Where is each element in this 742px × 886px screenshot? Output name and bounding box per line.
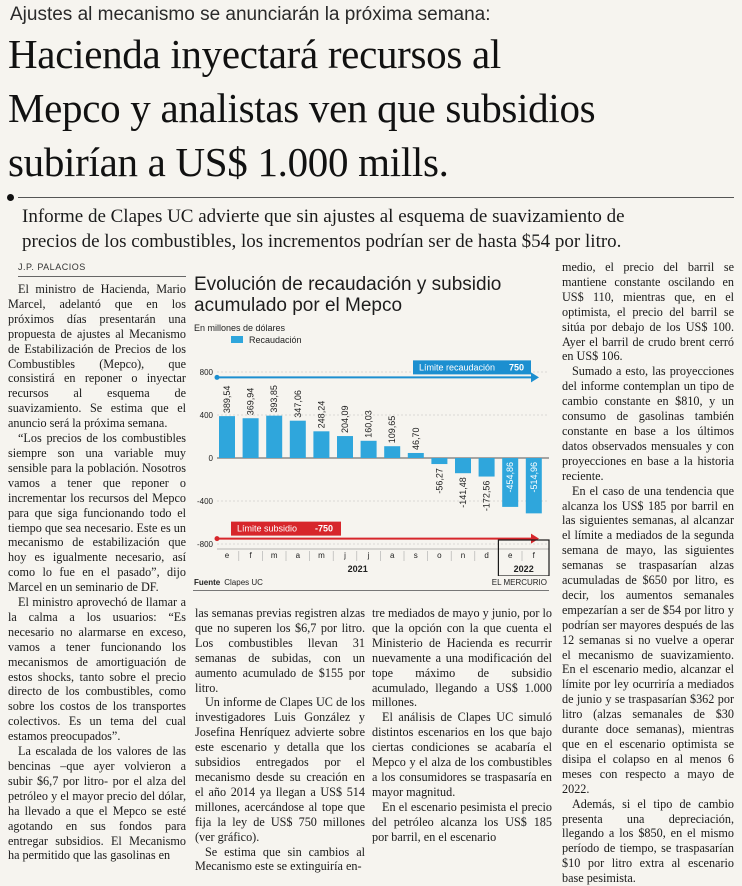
bar xyxy=(219,416,235,458)
bar xyxy=(243,418,259,458)
x-tick-label: f xyxy=(249,551,252,560)
bar-value-label: -514,96 xyxy=(528,462,539,493)
paragraph: Además, si el tipo de cambio presenta una depreciación, llegando a los $850, en el mismo período de tiempo, se traspasarían $10 por litro extra al escenario base pesimista. xyxy=(562,796,734,886)
divider xyxy=(193,590,549,591)
paragraph: Sumado a esto, las proyecciones del informe contemplan un tipo de cambio constante en $810, y un consumo de gasolinas también constante en base a los últimos datos observados mensuales y con proyecciones en base a la historia reciente. xyxy=(562,364,734,483)
paragraph: La escalada de los valores de las bencinas –que ayer volvieron a subir $6,7 por litro- por el alza del petróleo y el mayor precio del dólar, ha llevado a que el Mepco se esté agotando en sus fondos para entregar subsidios. El Mecanismo ha permitido que las gasolinas en xyxy=(8,744,186,863)
y-tick-label: -400 xyxy=(196,497,213,506)
limit-recaudacion-value: 750 xyxy=(509,362,525,373)
bar-value-label: 347,06 xyxy=(292,390,303,418)
bar-value-label: -172,56 xyxy=(481,480,492,512)
bullet-dot xyxy=(7,194,14,201)
bar xyxy=(313,431,329,458)
paragraph: Un informe de Clapes UC de los investigadores Luis González y Josefina Henríquez advierte sobre este escenario y detalla que los subsidios entregados por el mecanismo desde su creación en el año 2014 ya llegan a US$ 514 millones, acercándose al tope que fija la ley de US$ 750 millones (ver gráfico). xyxy=(195,695,365,844)
chart-title-line: Evolución de recaudación y subsidio xyxy=(194,274,502,295)
article-column-2 xyxy=(195,606,365,874)
paragraph: El análisis de Clapes UC simuló distintos escenarios en los que bajo ciertas condiciones se acabaría el Mepco y el alza de los combustibles a los consumidores se traspasaría en mayor magnitud. xyxy=(372,710,552,799)
article-column-3 xyxy=(372,606,552,845)
chart-source xyxy=(194,578,263,587)
deck-line: Informe de Clapes UC advierte que sin ajustes al esquema de suavizamiento de xyxy=(22,206,625,227)
x-tick-label: a xyxy=(295,551,301,560)
bar xyxy=(384,446,400,458)
limit-recaudacion-label: Límite recaudación xyxy=(419,362,496,373)
chart-plot xyxy=(193,336,553,576)
limit-recaudacion-dot xyxy=(215,375,220,380)
paragraph: En el caso de una tendencia que alcanza los US$ 185 por barril en las siguientes semanas, al alcanzar el límite a mediados de la segunda semana de mayo, las siguientes semanas se traspasarían alzas acumuladas de $650 por litro, es decir, los aumentos semanales empezarían a ser de $54 por litro y podrían ser mayores después de las 12 semanas si no vuelve a operar el mecanismo de suavizamiento. En el escenario medio, alcanzar el límite por ley ocurriría a mediados de junio y se traspasarían $362 por litro (alzas semanales de $30 durante doce semanas), mientras que en el escenario optimista se disipa el colapso en al menos 6 meses con respecto a mayo de 2022. xyxy=(562,483,734,796)
source-name: Clapes UC xyxy=(224,578,263,587)
headline-line: Hacienda inyectará recursos al xyxy=(8,31,501,77)
chart-title-line: acumulado por el Mepco xyxy=(194,295,403,316)
bar xyxy=(431,458,447,464)
legend-label: Recaudación xyxy=(249,336,302,345)
deck-line: precios de los combustibles, los incrementos podrían ser de hasta $54 por litro. xyxy=(22,231,622,252)
x-tick-label: e xyxy=(224,551,230,560)
limit-subsidio-arrow xyxy=(531,534,539,544)
y-tick-label: 800 xyxy=(199,368,213,377)
bar xyxy=(290,421,306,458)
year-label: 2022 xyxy=(513,564,534,574)
x-tick-label: s xyxy=(413,551,418,560)
bar-value-label: 46,70 xyxy=(410,427,421,450)
x-tick-label: o xyxy=(437,551,442,560)
bar xyxy=(408,453,424,458)
paragraph: las semanas previas registren alzas que no superen los $6,7 por litro. Los combustibles llevan 31 semanas de subidas, con un aumento acumulado de $155 por litro. xyxy=(195,606,365,695)
bar-value-label: 109,65 xyxy=(387,415,398,444)
x-tick-label: e xyxy=(507,551,513,560)
paragraph: “Los precios de los combustibles siempre son una variable muy sensible para la población. Nosotros vamos a tener que reponer o incrementar los recursos del Mepco para que siga funcionando todo el tiempo que sea necesario. Este es un mecanismo de estabilización que hoy es igualmente necesario, así como lo fue en el pasado”, dijo Marcel en un seminario de DF. xyxy=(8,431,186,595)
x-tick-label: j xyxy=(367,551,370,560)
x-tick-label: d xyxy=(484,551,489,560)
bar-value-label: 369,94 xyxy=(245,387,256,416)
paragraph: En el escenario pesimista el precio del petróleo alcanza los US$ 185 por barril, en el escenario xyxy=(372,799,552,844)
bar-value-label: -56,27 xyxy=(434,468,445,494)
bar xyxy=(479,458,495,477)
bar xyxy=(361,441,377,458)
chart xyxy=(193,272,553,595)
kicker: Ajustes al mecanismo se anunciarán la próxima semana: xyxy=(10,4,491,25)
article-column-1 xyxy=(8,282,186,863)
year-label: 2021 xyxy=(347,564,368,574)
bar-value-label: 204,09 xyxy=(340,405,350,434)
headline xyxy=(8,27,734,189)
x-tick-label: a xyxy=(389,551,395,560)
bar-value-label: 160,03 xyxy=(363,410,374,438)
source-label: Fuente xyxy=(194,578,221,587)
y-tick-label: -800 xyxy=(196,540,213,549)
bar xyxy=(266,416,282,458)
divider xyxy=(18,276,186,277)
x-tick-label: m xyxy=(318,551,325,560)
divider xyxy=(18,197,734,198)
limit-subsidio-value: -750 xyxy=(315,523,334,534)
y-tick-label: 0 xyxy=(208,454,213,463)
paragraph: medio, el precio del barril se mantiene constante oscilando en US$ 110, mientras que, en el optimista, el precio del barril se sitúa por debajo de los US$ 100. Ayer el barril de crudo brent cerró en US$ 106. xyxy=(562,260,734,364)
article-column-4 xyxy=(562,260,734,886)
limit-subsidio-label: Límite subsidio xyxy=(237,523,298,534)
chart-credit: EL MERCURIO xyxy=(491,578,547,587)
bar-value-label: -141,48 xyxy=(458,477,468,508)
bar-value-label: 248,24 xyxy=(316,400,327,429)
x-tick-label: m xyxy=(270,551,278,560)
paragraph: Se estima que sin cambios al Mecanismo este se extinguiría en- xyxy=(195,844,365,874)
limit-recaudacion-arrow xyxy=(531,372,539,382)
paragraph: El ministro de Hacienda, Mario Marcel, adelantó que en los próximos días presentarán una propuesta de ajustes al Mecanismo de Estabilización de Precios de los Combustibles (Mepco), que consistirá en reponer o inyectar recursos al esquema de suavizamiento. Se estima que el anuncio será la próxima semana. xyxy=(8,282,186,431)
chart-title xyxy=(194,274,501,316)
x-tick-label: f xyxy=(532,551,535,560)
paragraph: El ministro aprovechó de llamar a la calma a los usuarios: “Es necesario no alarmarse en exceso, vamos a tener funcionando los mecanismos de amortiguación de estos shocks, tanto sobre el precio directo de los combustibles, como sobre los costos de los transportes colectivos. Es un tema del cual estamos preocupados”. xyxy=(8,595,186,744)
deck xyxy=(22,204,734,254)
chart-unit-label: En millones de dólares xyxy=(194,323,286,333)
paragraph: tre mediados de mayo y junio, por lo que la opción con la que cuenta el Ministerio de Hacienda es recurrir nuevamente a una modificación del tope máximo de subsidio acumulado, llegando a US$ 1.000 millones. xyxy=(372,606,552,710)
headline-line: subirían a US$ 1.000 mills. xyxy=(8,139,449,185)
bar xyxy=(455,458,471,473)
bar xyxy=(337,436,353,458)
y-tick-label: 400 xyxy=(199,411,213,420)
x-tick-label: j xyxy=(344,551,346,560)
legend-swatch xyxy=(231,336,243,343)
bar-value-label: 393,85 xyxy=(269,385,280,413)
x-tick-label: n xyxy=(460,551,466,560)
bar-value-label: 389,54 xyxy=(222,385,232,414)
limit-subsidio-dot xyxy=(215,536,220,541)
byline: J.P. PALACIOS xyxy=(18,262,86,272)
headline-line: Mepco y analistas ven que subsidios xyxy=(8,85,596,131)
bar-value-label: -454,86 xyxy=(505,462,516,493)
